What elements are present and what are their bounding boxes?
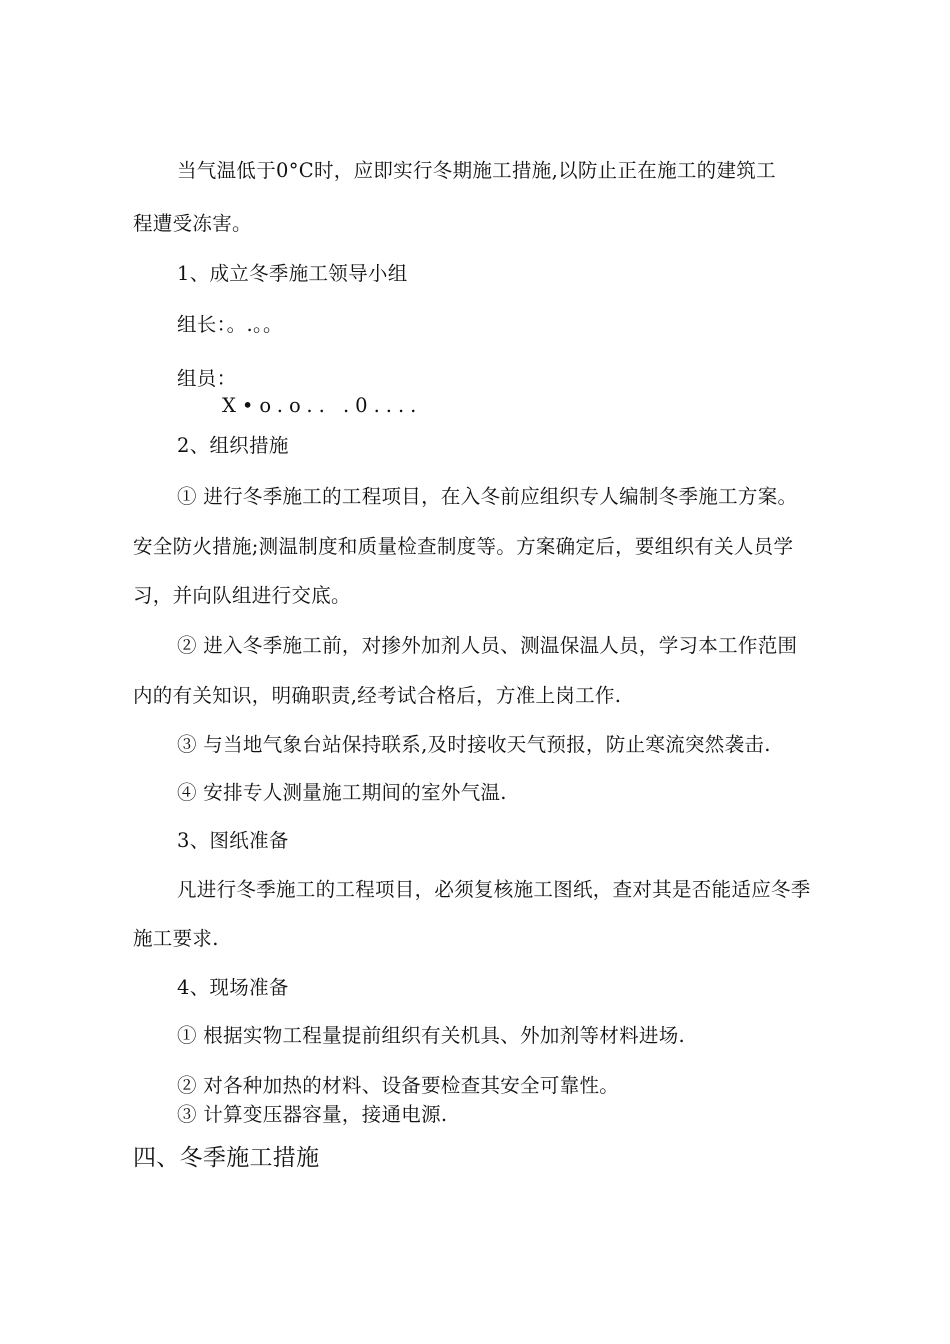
section-2-item-2-line-2: 内的有关知识，明确职责,经考试合格后，方准上岗工作. xyxy=(133,684,622,707)
section-2-item-1-line-2: 安全防火措施;测温制度和质量检查制度等。方案确定后，要组织有关人员学 xyxy=(133,535,794,558)
section-2-item-3: ③ 与当地气象台站保持联系,及时接收天气预报，防止寒流突然袭击. xyxy=(177,733,771,756)
section-2-title: 2、组织措施 xyxy=(177,434,289,457)
section-4-title: 4、现场准备 xyxy=(177,976,289,999)
section-3-title: 3、图纸准备 xyxy=(177,829,289,852)
section-3-body-line-2: 施工要求. xyxy=(133,927,219,950)
section-4-item-1: ① 根据实物工程量提前组织有关机具、外加剂等材料进场. xyxy=(177,1024,685,1047)
section-2-item-2-line-1: ② 进入冬季施工前，对掺外加剂人员、测温保温人员，学习本工作范围 xyxy=(177,634,798,657)
section-2-item-1-line-1: ① 进行冬季施工的工程项目，在入冬前应组织专人编制冬季施工方案。 xyxy=(177,485,798,508)
section-1-title: 1、成立冬季施工领导小组 xyxy=(177,262,408,285)
section-4-item-3: ③ 计算变压器容量，接通电源. xyxy=(177,1103,448,1126)
chapter-4-title: 四、冬季施工措施 xyxy=(133,1145,320,1171)
section-2-item-4: ④ 安排专人测量施工期间的室外气温. xyxy=(177,781,507,804)
intro-line-1: 当气温低于0°C时，应即实行冬期施工措施,以防止正在施工的建筑工 xyxy=(177,159,776,182)
section-4-item-2: ② 对各种加热的材料、设备要检查其安全可靠性。 xyxy=(177,1074,620,1097)
section-2-item-1-line-3: 习，并向队组进行交底。 xyxy=(133,584,351,607)
members-list: X•o.o.. .0.... xyxy=(222,394,423,417)
members-label: 组员： xyxy=(177,367,237,390)
section-3-body-line-1: 凡进行冬季施工的工程项目，必须复核施工图纸，查对其是否能适应冬季 xyxy=(177,878,811,901)
intro-line-2: 程遭受冻害。 xyxy=(133,212,252,235)
leader-line: 组长：。.。。 xyxy=(177,313,283,336)
